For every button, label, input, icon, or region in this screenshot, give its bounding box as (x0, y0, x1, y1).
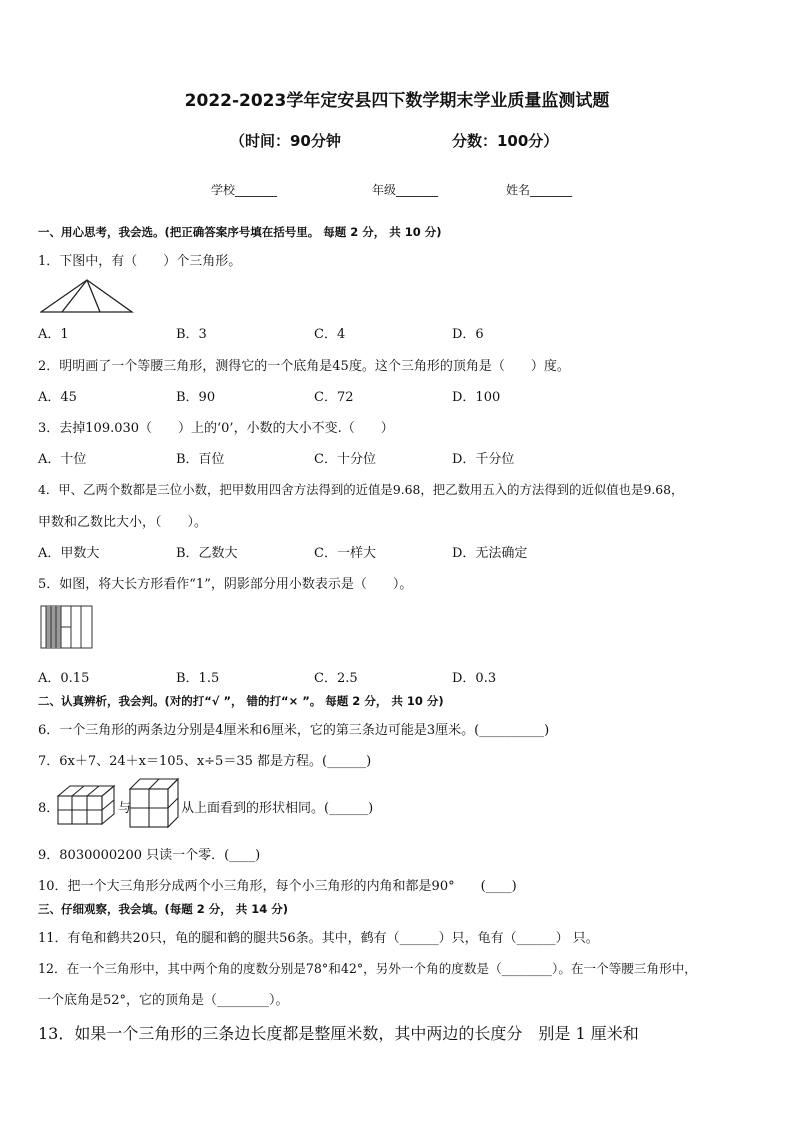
question-7: 7．6x＋7、24＋x＝105、x÷5＝35 都是方程。(______) (38, 754, 372, 769)
question-2: 2．明明画了一个等腰三角形，测得它的一个底角是45度。这个三角形的顶角是（ ）度。 (38, 359, 570, 374)
q4-option-d: D．无法确定 (452, 546, 528, 561)
section-heading-2: 二、认真辨析，我会判。(对的打“√ ”， 错的打“× ”。 每题 2 分， 共 10 分) (38, 694, 444, 708)
exam-score: 分数：100分） (452, 132, 559, 150)
q2-option-c: C．72 (314, 390, 354, 405)
question-10: 10．把一个大三角形分成两个小三角形，每个小三角形的内角和都是90° (____) (38, 879, 517, 894)
question-4-line-2: 甲数和乙数比大小，（ ）。 (38, 515, 208, 530)
question-6: 6．一个三角形的两条边分别是4厘米和6厘米，它的第三条边可能是3厘米。(__________) (38, 723, 550, 738)
question-8-prefix: 8． (38, 801, 60, 816)
q1-option-d: D．6 (452, 327, 484, 342)
q5-option-a: A．0.15 (38, 671, 90, 686)
q1-option-b: B．3 (176, 327, 207, 342)
triangle-figure (40, 278, 134, 314)
q2-option-d: D．100 (452, 390, 501, 405)
q3-option-b: B．百位 (176, 452, 225, 467)
q3-option-c: C．十分位 (314, 452, 376, 467)
section-heading-1: 一、用心思考，我会选。(把正确答案序号填在括号里。 每题 2 分， 共 10 分) (38, 225, 442, 239)
question-12-line-2: 一个底角是52°，它的顶角是（________）。 (38, 993, 289, 1008)
q4-option-a: A．甲数大 (38, 546, 100, 561)
q1-option-c: C．4 (314, 327, 346, 342)
question-5: 5．如图，将大长方形看作“1”，阴影部分用小数表示是（ ）。 (38, 577, 413, 592)
question-9: 9．8030000200 只读一个零．(____) (38, 848, 261, 863)
q4-option-c: C．一样大 (314, 546, 376, 561)
shaded-rectangle-figure (40, 605, 94, 650)
cube-figure-left (56, 784, 118, 826)
q5-option-b: B．1.5 (176, 671, 220, 686)
page-title: 2022-2023学年定安县四下数学期末学业质量监测试题 (184, 91, 610, 111)
question-8-mid: 与 (118, 801, 132, 816)
question-4-line-1: 4．甲、乙两个数都是三位小数，把甲数用四舍方法得到的近值是9.68，把乙数用五入的方法得到的近似值也是9.68， (38, 482, 684, 497)
q1-option-a: A．1 (38, 327, 69, 342)
cube-figure-right (128, 777, 180, 829)
q5-option-c: C．2.5 (314, 671, 358, 686)
q5-option-d: D．0.3 (452, 671, 497, 686)
grade-field: 年级_______ (372, 183, 439, 197)
exam-time: （时间：90分钟 (230, 132, 341, 150)
question-8-suffix: 从上面看到的形状相同。(______) (181, 801, 374, 816)
question-12-line-1: 12．在一个三角形中，其中两个角的度数分别是78°和42°，另外一个角的度数是（________）。在一个等腰三角形中， (38, 961, 697, 976)
school-field: 学校_______ (211, 183, 278, 197)
q3-option-d: D．千分位 (452, 452, 515, 467)
question-1: 1．下图中，有（ ）个三角形。 (38, 254, 242, 269)
question-3: 3．去掉109.030（ ）上的‘0’，小数的大小不变.（ ） (38, 421, 394, 436)
q3-option-a: A．十位 (38, 452, 87, 467)
question-13: 13．如果一个三角形的三条边长度都是整厘米数，其中两边的长度分 别是 1 厘米和 (38, 1024, 639, 1043)
q4-option-b: B．乙数大 (176, 546, 238, 561)
q2-option-b: B．90 (176, 390, 216, 405)
section-heading-3: 三、仔细观察，我会填。(每题 2 分， 共 14 分) (38, 902, 289, 916)
question-11: 11．有龟和鹤共20只，龟的腿和鹤的腿共56条。其中，鹤有（______）只，龟有（______） 只。 (38, 931, 599, 946)
q2-option-a: A．45 (38, 390, 77, 405)
name-field: 姓名_______ (506, 183, 573, 197)
